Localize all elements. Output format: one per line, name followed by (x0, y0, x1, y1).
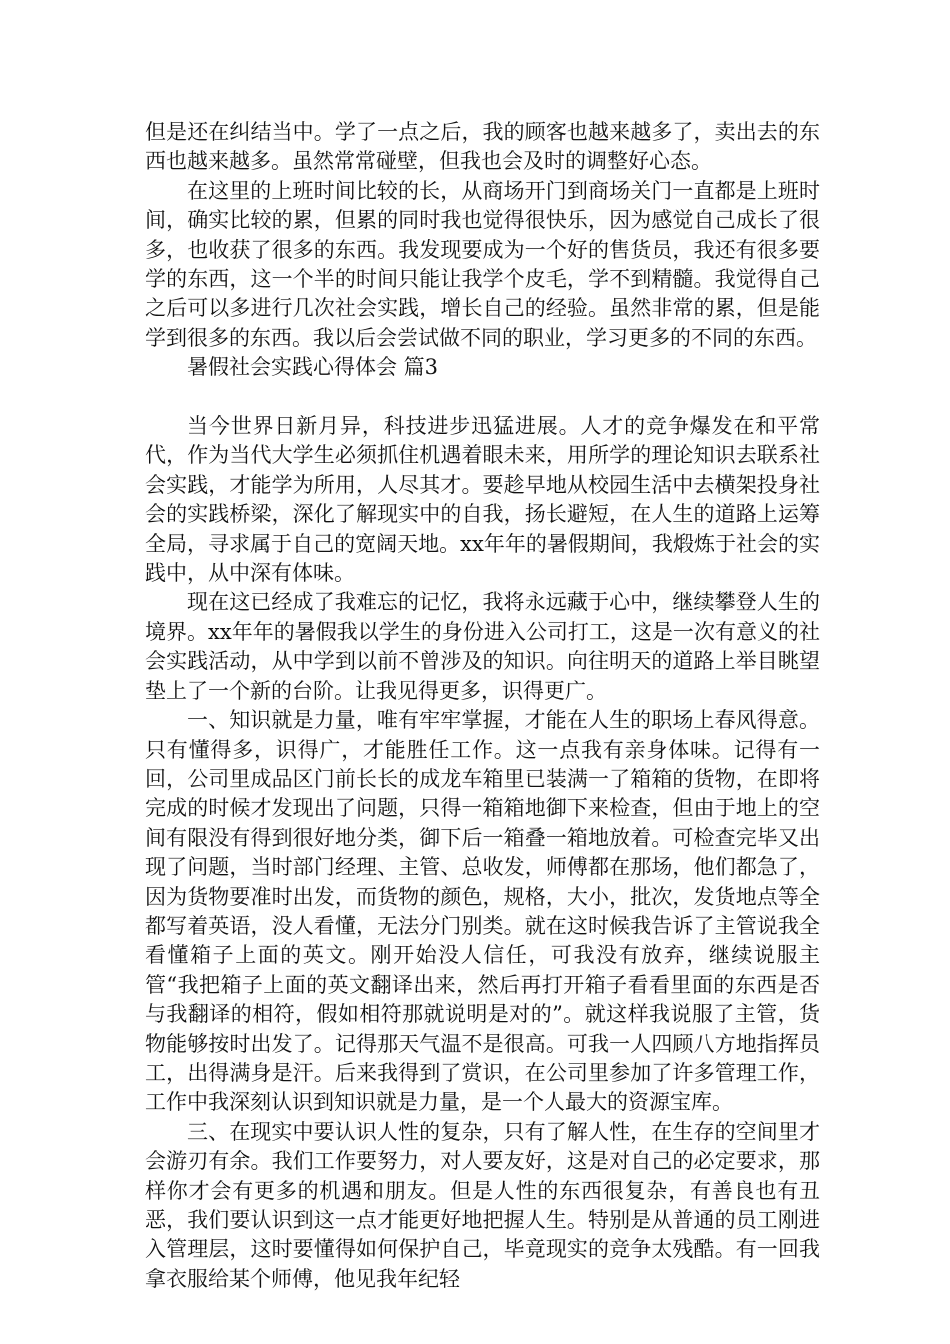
document-body (145, 118, 820, 1294)
paragraph: 在这里的上班时间比较的长，从商场开门到商场关门一直都是上班时间，确实比较的累，但累的同时我也觉得很快乐，因为感觉自己成长了很多，也收获了很多的东西。我发现要成为一个好的售货员，我还有很多要学的东西，这一个半的时间只能让我学个皮毛，学不到精髓。我觉得自己之后可以多进行几次社会实践，增长自己的经验。虽然非常的累，但是能学到很多的东西。我以后会尝试做不同的职业，学习更多的不同的东西。 (145, 178, 820, 350)
paragraph: 当今世界日新月异，科技进步迅猛进展。人才的竞争爆发在和平常代，作为当代大学生必须抓住机遇着眼未来，用所学的理论知识去联系社会实践，才能学为所用，人尽其才。要趁早地从校园生活中去横架投身社会的实践桥梁，深化了解现实中的自我，扬长避短，在人生的道路上运筹全局，寻求属于自己的宽阔天地。xx年年的暑假期间，我煅炼于社会的实践中，从中深有体味。 (145, 414, 820, 586)
paragraph: 现在这已经成了我难忘的记忆，我将永远藏于心中，继续攀登人生的境界。xx年年的暑假我以学生的身份进入公司打工，这是一次有意义的社会实践活动，从中学到以前不曾涉及的知识。向往明天的道路上举目眺望垫上了一个新的台阶。让我见得更多，识得更广。 (145, 590, 820, 703)
paragraph: 但是还在纠结当中。学了一点之后，我的顾客也越来越多了，卖出去的东西也越来越多。虽然常常碰壁，但我也会及时的调整好心态。 (145, 120, 820, 174)
paragraph: 三、在现实中要认识人性的复杂，只有了解人性，在生存的空间里才会游刃有余。我们工作要努力，对人要友好，这是对自己的必定要求，那样你才会有更多的机遇和朋友。但是人性的东西很复杂，有善良也有丑恶，我们要认识到这一点才能更好地把握人生。特别是从普通的员工刚进入管理层，这时要懂得如何保护自己，毕竟现实的竞争太残酷。有一回我拿衣服给某个师傅，他见我年纪轻 (145, 1119, 820, 1291)
paragraph: 一、知识就是力量，唯有牢牢掌握，才能在人生的职场上春风得意。只有懂得多，识得广，才能胜任工作。这一点我有亲身体味。记得有一回，公司里成品区门前长长的成龙车箱里已装满一了箱箱的货物，在即将完成的时候才发现出了问题，只得一箱箱地御下来检查，但由于地上的空间有限没有得到很好地分类，御下后一箱叠一箱地放着。可检查完毕又出现了问题，当时部门经理、主管、总收发，师傅都在那场，他们都急了，因为货物要准时出发，而货物的颜色，规格，大小，批次，发货地点等全都写着英语，没人看懂，无法分门别类。就在这时候我告诉了主管说我全看懂箱子上面的英文。刚开始没人信任，可我没有放弃，继续说服主管“我把箱子上面的英文翻译出来，然后再打开箱子看看里面的东西是否与我翻译的相符，假如相符那就说明是对的”。就这样我说服了主管，货物能够按时出发了。记得那天气温不是很高。可我一人四顾八方地指挥员工，出得满身是汗。后来我得到了赏识，在公司里参加了许多管理工作，工作中我深刻认识到知识就是力量，是一个人最大的资源宝库。 (145, 708, 820, 1115)
blank-line (145, 383, 820, 412)
section-title: 暑假社会实践心得体会 篇3 (187, 355, 439, 380)
